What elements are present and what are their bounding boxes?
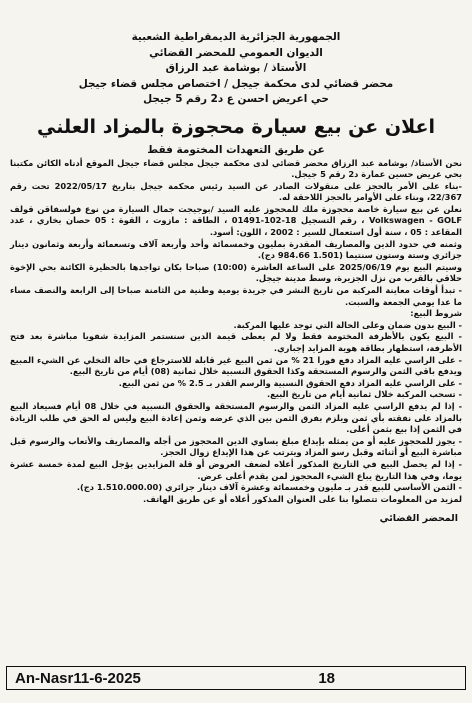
paragraph-sale-date: وسيتم البيع يوم 2025/06/19 على الساعة العاشرة (10:00) صباحا بكان تواجدها بالحظيرة الكائنة بحي الإخوة حلاقي بالقرب من نزل الجزيرة، وسط مدينة جيجل. <box>10 261 462 284</box>
header-line-3: الأستاذ / بوشامة عبد الرزاق <box>165 62 307 74</box>
header-line-1: الجمهورية الجزائرية الديمقراطية الشعبية <box>131 31 341 43</box>
announcement-subtitle: عن طريق التعهدات المختومة فقط <box>147 143 325 156</box>
announcement-body <box>0 158 472 506</box>
condition-9: - الثمن الأساسي للبيع قدر بـ مليون وخمسمائة وعشرة آلاف دينار جزائري (1.510.000.00 دج). <box>76 482 462 493</box>
signature: المحضر القضائي <box>379 513 458 525</box>
header <box>0 0 472 108</box>
paragraph-order: -بناء على الأمر بالحجز على منقولات الصادر عن السيد رئيس محكمة جيجل بتاريخ 2022/05/17 تحت رقم 22/367، وبناء على الأوامر بالحجز اللاحقة له. <box>10 180 462 203</box>
conditions-title: شروط البيع: <box>410 308 462 319</box>
condition-8: - إذا لم يحصل البيع في التاريخ المذكور أعلاه لضعف العروض أو قلة المزايدين يؤجل البيع لمدة خمسة عشرة يوما، وفي هذا التاريخ يباع الشيء المحجوز لمن يقدم أعلى عرض. <box>10 458 462 481</box>
condition-5: - تسحب المركبة خلال ثمانية أيام من تاريخ البيع. <box>266 389 462 400</box>
condition-1: - البيع بدون ضمان وعلى الحالة التي توجد عليها المركبة. <box>233 319 462 330</box>
paragraph-inspection: - تبدأ أوقات معاينة المركبة من تاريخ النشر في جريدة يومية وطنية من الثامنة صباحا إلى الرابعة والنصف مساء ما عدا يومي الجمعة والسبت. <box>10 285 462 307</box>
condition-10: لمزيد من المعلومات تتصلوا بنا على العنوان المذكور أعلاه أو عن طريق الهاتف. <box>143 493 462 504</box>
condition-3: - على الراسي عليه المزاد دفع فورا 21 % من ثمن البيع غير قابلة للاسترجاع في حالة التخلي عن الشيء المبيع ويدفع باقي الثمن والرسوم المستحقة وكذا الحقوق النسبية خلال ثمانية (08) أيام من تاريخ البيع. <box>10 354 462 377</box>
header-line-5: حي اعريض احسن ع د2 رقم 5 جيجل <box>143 93 329 105</box>
page-number: 18 <box>318 669 335 687</box>
header-line-4: محضر قضائي لدى محكمة جيجل / اختصاص مجلس قضاء جيجل <box>78 77 394 90</box>
paragraph-intro: نحن الأستاذ/ بوشامة عبد الرزاق محضر قضائي لدى محكمة جيجل مجلس قضاء جيجل الموقع أدناه الكائن مكتبنا بحي عريض حسين عمارة د2 رقم 5 جيجل. <box>10 157 462 180</box>
footer-brand: An-Nasr11-6-2025 <box>15 669 141 687</box>
condition-7: - يجوز للمحجوز عليه أو من يمثله بإيداع مبلغ يساوي الدين المحجوز من أجله والمصاريف والأتعاب والرسوم قبل مباشرة البيع أو أثنائه وقبل رسو المزاد ويترتب عن هذا الإيداع زوال الحجز. <box>10 435 462 458</box>
condition-2: - البيع يكون بالأظرفة المختومة فقط ولا لم يعطى قيمة الدين سنستمر المزايدة شفويا مباشرة بعد فتح الأظرفة، استظهار بطاقة هوية المزايد إجباري. <box>10 331 462 353</box>
announcement-title: اعلان عن بيع سيارة محجوزة بالمزاد العلني <box>36 115 436 138</box>
paragraph-debt: وثمنه في حدود الدين والمصاريف المقدرة بمليون وخمسمائة وأحد وأربعة آلاف وتسعمائة وأربعة وثمانون دينار جزائري وستة وستون سنتيما (1.501 984.66 دج). <box>10 238 462 261</box>
condition-4: - على الراسي عليه المزاد دفع الحقوق النسبية والرسم القدر بـ 2.5 % من ثمن البيع. <box>118 377 462 388</box>
condition-6: - إذا لم يدفع الراسي عليه المزاد الثمن والرسوم المستحقة والحقوق النسبية في خلال 08 أيام فسيعاد البيع بالمزاد على نفقته بأي ثمن ويلزم بفرق الثمن بين الذي عرضه وثمن إعادة البيع وليس له الحق في طلب الزيادة في الثمن إذا بيع بثمن أعلى. <box>10 400 463 435</box>
header-line-2: الديوان العمومي للمحضر القضائي <box>149 46 323 59</box>
page-footer <box>6 666 466 690</box>
paragraph-vehicle: نعلن عن بيع سيارة خاصة محجوزة ملك للمحجوز عليه السيد /بوجيجت جمال السيارة من نوع فولسفاقن قولف Volkswagen - GOLF ، رقم التسجيل 18-102-01491 ، الطاقة : مازوت ، القوة : 05 حصان بخاري ، عدد المقاعد : 05 ، سنة أول استعمال للسير : 2002 ، اللون: أسود. <box>10 203 462 238</box>
